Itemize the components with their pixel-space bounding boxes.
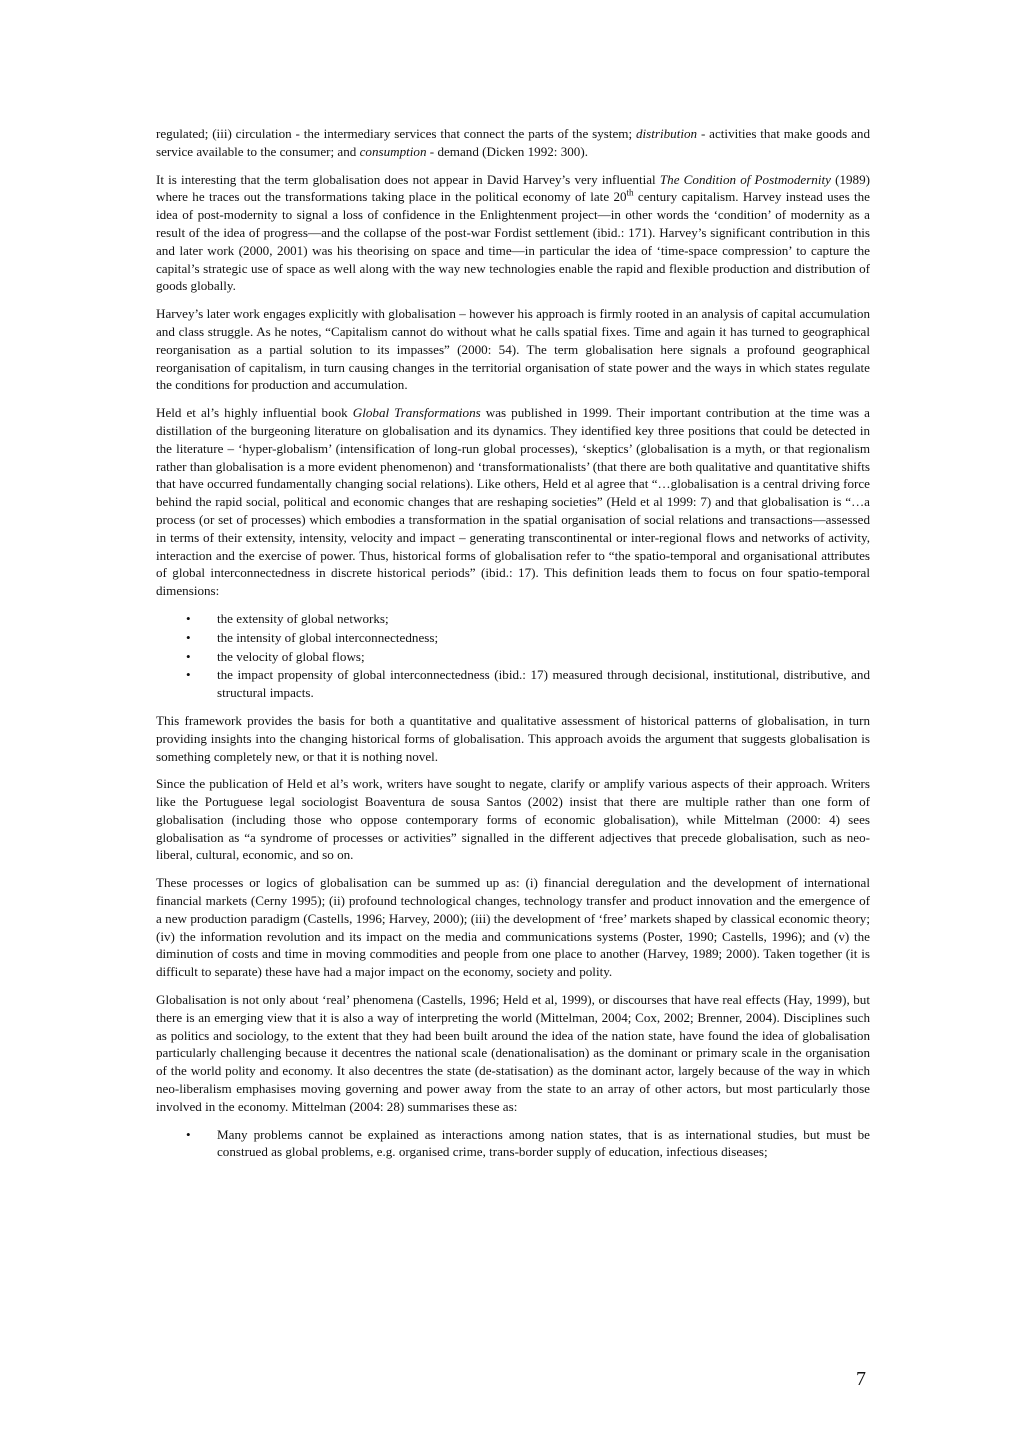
list-item	[156, 629, 870, 647]
bullet-icon: •	[186, 629, 191, 645]
list-item-text: the impact propensity of global interconnectedness (ibid.: 17) measured through decisional, institutional, distributive, and structural impacts.	[217, 667, 870, 701]
list-item	[156, 666, 870, 702]
text-run: regulated; (iii) circulation - the intermediary services that connect the parts of the system;	[156, 126, 636, 141]
paragraph-not-only-real: Globalisation is not only about ‘real’ phenomena (Castells, 1996; Held et al, 1999), or discourses that have real effects (Hay, 1999), but there is an emerging view that it is also a way of interpreting the world (Mittelman, 2004; Cox, 2002; Brenner, 2004). Disciplines such as politics and sociology, to the extent that they had been built around the idea of the nation state, have found the idea of globalisation particularly challenging because it decentres the national scale (denationalisation) as the dominant or primary scale in the organisation of the world polity and economy. It also decentres the state (de-statisation) as the dominant actor, largely because of the way in which neo-liberalism emphasises moving governing and power away from the state to an array of other actors, but most particularly those involved in the economy. Mittelman (2004: 28) summarises these as:	[156, 992, 870, 1114]
bullet-icon: •	[186, 610, 191, 626]
text-run: was published in 1999. Their important contribution at the time was a distillation of the burgeoning literature on globalisation and its dynamics. They identified key three positions that could be detected in the literature – ‘hyper-globalism’ (intensification of long-run global processes), ‘skeptics’ (globalisation is a myth, or that regionalism rather than globalisation is a more evident phenomenon) and ‘transformationalists’ (that there are both qualitative and quantitative shifts that have occurred fundamentally changing social relations). Like others, Held et al agree that “…globalisation is a central driving force behind the rapid social, political and economic changes that are reshaping societies” (Held et al 1999: 7) and that globalisation is “…a process (or set of processes) which embodies a transformation in the spatial organisation of social relations and transactions—assessed in terms of their extensity, intensity, velocity and impact – generating transcontinental or inter-regional flows and networks of activity, interaction and the exercise of power. Thus, historical forms of globalisation refer to “the spatio-temporal and organisational attributes of global interconnectedness in discrete historical periods” (ibid.: 17). This definition leads them to focus on four spatio-temporal dimensions:	[156, 405, 870, 599]
list-item-text: the extensity of global networks;	[217, 610, 389, 626]
bullet-icon: •	[186, 1126, 191, 1142]
bullet-icon: •	[186, 648, 191, 664]
paragraph-since-publication: Since the publication of Held et al’s work, writers have sought to negate, clarify or amplify various aspects of their approach. Writers like the Portuguese legal sociologist Boaventura de sousa Santos (2002) insist that there are multiple rather than one form of globalisation (including those who oppose contemporary forms of economic globalisation), while Mittelman (2000: 4) sees globalisation as “a syndrome of processes or activities” signalled in the different adjectives that precede globalisation, such as neo-liberal, cultural, economic, and so on.	[156, 776, 870, 863]
text-run: It is interesting that the term globalisation does not appear in David Harvey’s very influential	[156, 171, 660, 187]
document-page	[156, 125, 870, 1171]
book-title-condition-of-postmodernity: The Condition of Postmodernity	[659, 171, 831, 187]
page-number: 7	[856, 1368, 866, 1390]
paragraph-framework: This framework provides the basis for both a quantitative and qualitative assessment of historical patterns of globalisation, in turn providing insights into the changing historical forms of globalisation. This approach avoids the argument that suggests globalisation is something completely new, or that it is nothing novel.	[156, 712, 870, 764]
superscript-th: th	[626, 188, 634, 199]
paragraph-processes: These processes or logics of globalisation can be summed up as: (i) financial deregulation and the development of international financial markets (Cerny 1995); (ii) profound technological changes, technology transfer and product innovation and the emergence of a new production paradigm (Castells, 1996; Harvey, 2000); (iii) the development of ‘free’ markets shaped by classical economic theory; (iv) the information revolution and its impact on the media and communications systems (Poster, 1990; Castells, 1996); and (v) the diminution of costs and time in moving commodities and people from one place to another (Harvey, 1989; 2000). Taken together (it is difficult to separate) these have had a major impact on the economy, society and polity.	[156, 875, 870, 980]
paragraph-held	[156, 404, 870, 600]
paragraph-harvey-later: Harvey’s later work engages explicitly with globalisation – however his approach is firmly rooted in an analysis of capital accumulation and class struggle. As he notes, “Capitalism cannot do without what he calls spatial fixes. Time and again it has turned to geographical reorganisation as a partial solution to its impasses” (2000: 54). The term globalisation here signals a profound geographical reorganisation of capitalism, in turn causing changes in the territorial organisation of state power and the ways in which states regulate the conditions for production and accumulation.	[156, 306, 870, 393]
italic-term-consumption: consumption	[359, 143, 427, 159]
text-run: century capitalism. Harvey instead uses the idea of post-modernity to signal a loss of confidence in the Enlightenment project—in other words the ‘condition’ of modernity as a result of the idea of progress—and the collapse of the post-war Fordist settlement (ibid.: 171). Harvey’s significant contribution in this and later work (2000, 2001) was his theorising on space and time—in particular the idea of ‘time-space compression’ to capture the capital’s strategic use of space as well along with the way new technologies enable the rapid and flexible production and distribution of goods globally.	[156, 189, 870, 294]
list-item	[156, 648, 870, 666]
text-run: - activities that make goods and service available to the consumer; and	[156, 126, 870, 159]
text-run: (1989) where he traces out the transformations taking place in the political economy of late 20	[156, 171, 870, 205]
paragraph-harvey	[156, 171, 870, 296]
mittelman-list	[156, 1126, 870, 1162]
list-item	[156, 610, 870, 628]
text-run: - demand (Dicken 1992: 300).	[426, 143, 588, 159]
dimensions-list	[156, 610, 870, 702]
list-item-text: the intensity of global interconnectedness;	[217, 629, 439, 645]
paragraph-circulation	[156, 125, 870, 161]
book-title-global-transformations: Global Transformations	[352, 405, 481, 421]
italic-term-distribution: distribution	[635, 126, 698, 141]
list-item	[156, 1126, 870, 1162]
list-item-text: Many problems cannot be explained as interactions among nation states, that is as international studies, but must be construed as global problems, e.g. organised crime, trans-border supply of education, infectious diseases;	[217, 1126, 870, 1160]
list-item-text: the velocity of global flows;	[217, 648, 365, 664]
bullet-icon: •	[186, 667, 191, 683]
text-run: Held et al’s highly influential book	[156, 405, 353, 421]
